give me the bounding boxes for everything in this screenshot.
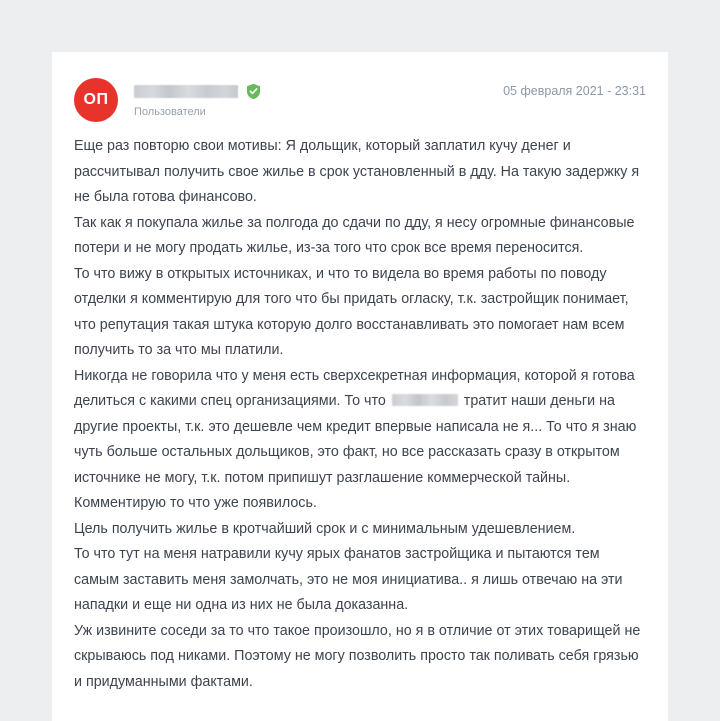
post-date: 05 февраля 2021 - 23:31	[503, 84, 646, 98]
post-paragraph: Уж извините соседи за то что такое произошло, но я в отличие от этих товарищей не скрываюсь под никами. Поэтому не могу позволить просто так поливать себя грязью и придуманными фактами.	[74, 622, 641, 690]
avatar[interactable]	[74, 78, 118, 122]
post-header	[74, 76, 646, 128]
redacted-company-name	[392, 394, 458, 406]
author-role: Пользователи	[134, 106, 206, 118]
avatar-initials: ОП	[83, 91, 109, 108]
paragraph-text-after: тратит наши деньги на другие проекты, т.к. это дешевле чем кредит впервые написала не я... То что я знаю чуть больше остальных дольщиков, это факт, но все рассказать сразу в открытом источнике не могу, т.к. потом припишут разглашение коммерческой тайны. Комментирую то что уже появилось.	[74, 393, 637, 511]
shield-check-icon	[246, 83, 261, 100]
post-paragraph: Цель получить жилье в кротчайший срок и с минимальным удешевлением.	[74, 520, 576, 537]
author-block	[134, 82, 261, 119]
paragraph-text-before: Никогда не говорила что у меня есть сверхсекретная информация, которой я готова делиться с какими спец организациями. То что	[74, 367, 635, 409]
post-paragraph: Еще раз повторю свои мотивы: Я дольщик, который заплатил кучу денег и рассчитывал получить свое жилье в срок установленный в дду. На такую задержку я не была готова финансово.	[74, 138, 640, 205]
author-name-redacted[interactable]	[134, 85, 238, 98]
post-paragraph: То что вижу в открытых источниках, и что то видела во время работы по поводу отделки я комментирую для того что бы придать огласку, т.к. застройщик понимает, что репутация такая штука которую долго восстанавливать это помогает нам всем получить то за что мы платили.	[74, 265, 629, 358]
post-paragraph: Так как я покупала жилье за полгода до сдачи по дду, я несу огромные финансовые потери и не могу продать жилье, из-за того что срок все время переносится.	[74, 214, 635, 256]
post-paragraph: То что тут на меня натравили кучу ярых фанатов застройщика и пытаются тем самым заставить меня замолчать, это не моя инициатива.. я лишь отвечаю на эти нападки и еще ни одна из них не была доказанна.	[74, 546, 623, 613]
post-body	[74, 134, 646, 695]
forum-post-card	[52, 52, 668, 721]
author-name-row	[134, 82, 261, 100]
post-paragraph-with-redaction	[74, 364, 646, 517]
